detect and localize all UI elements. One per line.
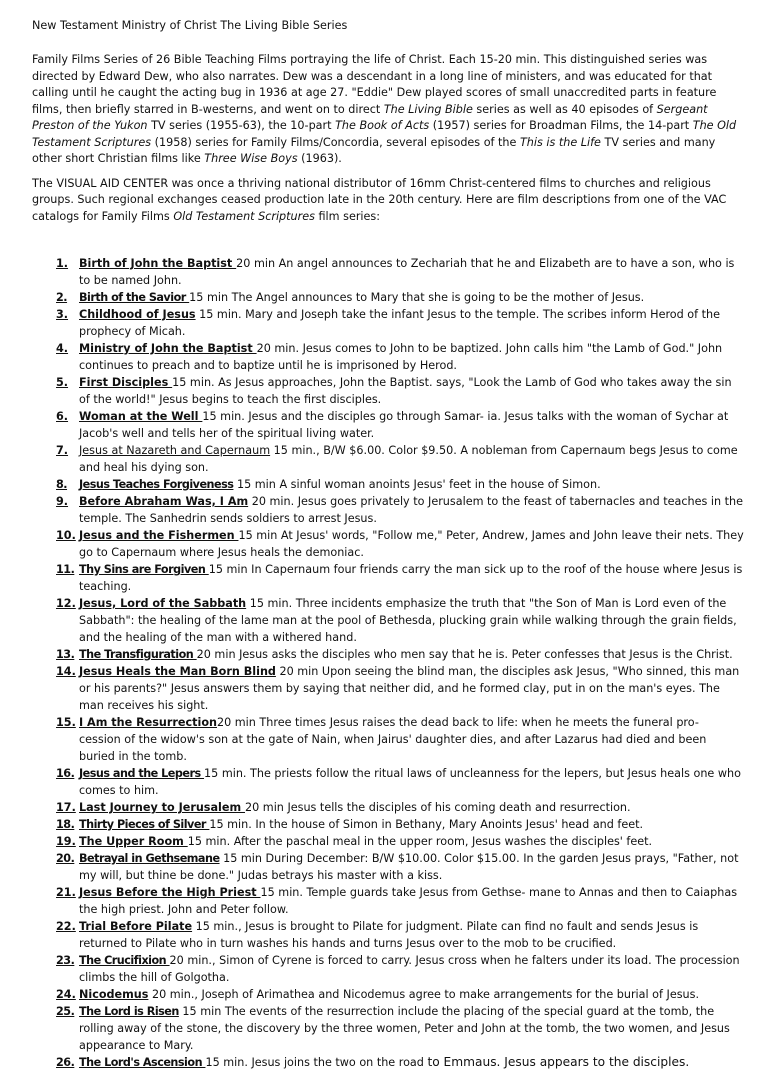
film-list	[32, 255, 744, 1071]
film-number: 10.	[56, 529, 76, 542]
film-description: 20 min Three times Jesus raises the dead back to life: when he meets the funeral pro- cession of the widow's son at the gate of Nain, when Jairus' daughter dies, and after Lazarus had died and been buried in the tomb.	[79, 716, 707, 763]
film-title: Birth of the Savior	[79, 291, 190, 304]
film-item	[56, 561, 744, 595]
film-number: 12.	[56, 597, 76, 610]
film-item	[56, 850, 744, 884]
film-description: 15 min The Angel announces to Mary that she is going to be the mother of Jesus.	[189, 291, 645, 304]
film-description: 15 min. Jesus and the disciples go through Samar- ia. Jesus talks with the woman of Sychar at Jacob's well and tells her of the spiritual living water.	[79, 410, 729, 440]
film-title: Thirty Pieces of Silver	[79, 818, 210, 831]
italic-title-text: Old Testament Scriptures	[173, 209, 315, 223]
document-header-title: New Testament Ministry of Christ The Living Bible Series	[32, 19, 348, 32]
film-number: 20.	[56, 852, 75, 865]
film-description: 15 min In Capernaum four friends carry the man sick up to the roof of the house where Jesus is teaching.	[79, 563, 743, 593]
film-item	[56, 493, 744, 527]
film-number: 9.	[56, 495, 69, 508]
film-title: Betrayal in Gethsemane	[79, 852, 220, 865]
film-item	[56, 255, 744, 289]
film-description: 20 min Jesus asks the disciples who men say that he is. Peter confesses that Jesus is the Christ.	[196, 648, 733, 661]
italic-title-text: The Living Bible	[383, 102, 473, 116]
film-number: 23.	[56, 954, 75, 967]
film-number: 13.	[56, 648, 75, 661]
film-title: Before Abraham Was, I Am	[79, 495, 249, 508]
film-number: 6.	[56, 410, 69, 423]
film-description: 15 min. Temple guards take Jesus from Gethse- mane to Annas and then to Caiaphas the high priest. John and Peter follow.	[79, 886, 738, 916]
film-item	[56, 663, 744, 714]
film-number: 24.	[56, 988, 76, 1001]
film-item	[56, 986, 744, 1003]
film-description: 15 min A sinful woman anoints Jesus' feet in the house of Simon.	[233, 478, 601, 491]
film-title: Jesus Teaches Forgiveness	[79, 478, 234, 491]
paragraph-text: TV series (1955-63), the 10-part	[147, 119, 336, 132]
film-number: 15.	[56, 716, 76, 729]
film-title: Last Journey to Jerusalem	[79, 801, 245, 814]
film-title: The Transfiguration	[79, 648, 197, 661]
film-item	[56, 476, 744, 493]
film-title: I Am the Resurrection	[79, 716, 217, 729]
film-title: First Disciples	[79, 376, 173, 389]
film-title: The Lord is Risen	[79, 1005, 179, 1018]
film-description: 15 min The events of the resurrection include the placing of the special guard at the tomb, the rolling away of the stone, the discovery by the three women, Peter and John at the tomb, the two women, and Jesus appearance to Mary.	[79, 1005, 730, 1052]
paragraph-text: film series:	[314, 209, 381, 223]
film-item	[56, 952, 744, 986]
film-item	[56, 646, 744, 663]
film-item	[56, 833, 744, 850]
film-item	[56, 918, 744, 952]
film-item	[56, 1003, 744, 1054]
film-title: Ministry of John the Baptist	[79, 342, 257, 355]
italic-title-text: Sergeant Preston of the Yukon	[32, 102, 708, 132]
film-description: 15 min. Three incidents emphasize the truth that "the Son of Man is Lord even of the Sabbath": the healing of the lame man at the pool of Bethesda, plucking grain while walking through the grain fields, and the healing of the man with a withered hand.	[79, 597, 737, 644]
film-item	[56, 816, 744, 833]
paragraph-text: TV series and many other short Christian films like	[32, 135, 716, 165]
italic-title-text: Three Wise Boys	[204, 152, 298, 165]
film-number: 17.	[56, 801, 76, 814]
film-number: 19.	[56, 835, 76, 848]
film-item	[56, 884, 744, 918]
film-title: Jesus at Nazareth and Capernaum	[79, 444, 271, 457]
film-number: 7.	[56, 444, 69, 457]
paragraph-text: (1957) series for Broadman Films, the 14-part	[429, 119, 693, 132]
film-number: 21.	[56, 886, 76, 899]
italic-title-text: The Old Testament Scriptures	[32, 119, 737, 149]
film-description: 20 min Jesus tells the disciples of his coming death and resurrection.	[245, 801, 631, 814]
film-description: 20 min Upon seeing the blind man, the disciples ask Jesus, "Who sinned, this man or his parents?" Jesus answers them by saying that neither did, and he formed clay, put in on the man's eyes. The man receives his sight.	[79, 665, 740, 712]
film-description: 15 min. Mary and Joseph take the infant Jesus to the temple. The scribes inform Herod of the prophecy of Micah.	[79, 308, 721, 338]
film-number: 26.	[56, 1056, 75, 1069]
film-description-tail: to Emmaus. Jesus appears to the disciples.	[427, 1055, 690, 1069]
film-title: Jesus and the Fishermen	[79, 529, 239, 542]
film-description: 15 min., Jesus is brought to Pilate for judgment. Pilate can find no fault and sends Jesus is returned to Pilate who in turn washes his hands and turns Jesus over to the mob to be crucified.	[79, 920, 699, 950]
film-title: Jesus Before the High Priest	[79, 886, 261, 899]
paragraph-text: series as well as 40 episodes of	[472, 102, 657, 116]
paragraph-text: Family Films Series of 26 Bible Teaching Films portraying the life of Christ. Each 15-20 min. This distinguished series was directed by Edward Dew, who also narrates. Dew was a descendant in a long line of ministers, and was educated for that calling until he caught the acting bug in 1936 at age 27. "Eddie" Dew played scores of small unaccredited parts in feature films, then briefly starred in B-westerns, and went on to direct	[32, 53, 717, 116]
film-title: The Lord's Ascension	[79, 1056, 206, 1069]
film-title: Birth of John the Baptist	[79, 257, 237, 270]
film-number: 8.	[56, 478, 68, 491]
film-title: The Crucifixion	[79, 954, 170, 967]
paragraph-text: The VISUAL AID CENTER was once a thriving national distributor of 16mm Christ-centered films to churches and religious groups. Such regional exchanges ceased production late in the 20th century. Here are film descriptions from one of the VAC catalogs for Family Films	[32, 176, 727, 223]
film-item	[56, 408, 744, 442]
film-description: 20 min. Jesus goes privately to Jerusalem to the feast of tabernacles and teaches in the temple. The Sanhedrin sends soldiers to arrest Jesus.	[79, 495, 743, 525]
film-title: Jesus and the Lepers	[79, 767, 205, 780]
film-description: 15 min., B/W $6.00. Color $9.50. A nobleman from Capernaum begs Jesus to come and heal his dying son.	[79, 444, 738, 474]
paragraph-text: (1963).	[297, 152, 342, 165]
film-description: 20 min., Joseph of Arimathea and Nicodemus agree to make arrangements for the burial of Jesus.	[148, 988, 700, 1001]
film-description: 20 min., Simon of Cyrene is forced to carry. Jesus cross when he falters under its load. The procession climbs the hill of Golgotha.	[79, 954, 740, 984]
film-item	[56, 374, 744, 408]
intro-paragraph	[32, 52, 744, 168]
film-item	[56, 289, 744, 306]
film-number: 2.	[56, 291, 68, 304]
film-item	[56, 442, 744, 476]
film-item	[56, 799, 744, 816]
film-description: 15 min. Jesus joins the two on the road	[205, 1056, 428, 1069]
film-item	[56, 527, 744, 561]
film-title: Trial Before Pilate	[79, 920, 193, 933]
film-description: 15 min During December: B/W $10.00. Color $15.00. In the garden Jesus prays, "Father, not my will, but thine be done." Judas betrays his master with a kiss.	[79, 852, 739, 882]
film-title: Woman at the Well	[79, 410, 203, 423]
visual-aid-center-paragraph	[32, 176, 744, 226]
film-title: Jesus, Lord of the Sabbath	[79, 597, 247, 610]
film-description: 20 min. Jesus comes to John to be baptized. John calls him "the Lamb of God." John continues to preach and to baptize until he is imprisoned by Herod.	[79, 342, 723, 372]
film-number: 22.	[56, 920, 76, 933]
film-item	[56, 765, 744, 799]
film-title: Nicodemus	[79, 988, 149, 1001]
film-number: 3.	[56, 308, 69, 321]
film-description: 20 min An angel announces to Zechariah that he and Elizabeth are to have a son, who is to be named John.	[79, 257, 735, 287]
italic-title-text: The Book of Acts	[335, 119, 430, 132]
film-description: 15 min. The priests follow the ritual laws of uncleanness for the lepers, but Jesus heals one who comes to him.	[79, 767, 741, 797]
film-number: 11.	[56, 563, 75, 576]
film-description: 15 min. As Jesus approaches, John the Baptist. says, "Look the Lamb of God who takes away the sin of the world!" Jesus begins to teach the first disciples.	[79, 376, 732, 406]
film-number: 4.	[56, 342, 69, 355]
film-number: 16.	[56, 767, 75, 780]
film-item	[56, 1054, 744, 1071]
film-item	[56, 340, 744, 374]
film-number: 5.	[56, 376, 69, 389]
paragraph-text: (1958) series for Family Films/Concordia, several episodes of the	[151, 135, 520, 149]
film-number: 18.	[56, 818, 75, 831]
film-title: The Upper Room	[79, 835, 188, 848]
film-description: 15 min. In the house of Simon in Bethany, Mary Anoints Jesus' head and feet.	[209, 818, 644, 831]
film-title: Jesus Heals the Man Born Blind	[79, 665, 276, 678]
film-title: Thy Sins are Forgiven	[79, 563, 209, 576]
film-number: 14.	[56, 665, 76, 678]
film-item	[56, 595, 744, 646]
film-item	[56, 306, 744, 340]
film-description: 15 min. After the paschal meal in the upper room, Jesus washes the disciples' feet.	[187, 835, 653, 848]
film-number: 25.	[56, 1005, 75, 1018]
film-title: Childhood of Jesus	[79, 308, 196, 321]
film-number: 1.	[56, 257, 69, 270]
italic-title-text: This is the Life	[519, 135, 601, 149]
film-description: 15 min At Jesus' words, "Follow me," Peter, Andrew, James and John leave their nets. They go to Capernaum where Jesus heals the demoniac.	[79, 529, 744, 559]
film-item	[56, 714, 744, 765]
